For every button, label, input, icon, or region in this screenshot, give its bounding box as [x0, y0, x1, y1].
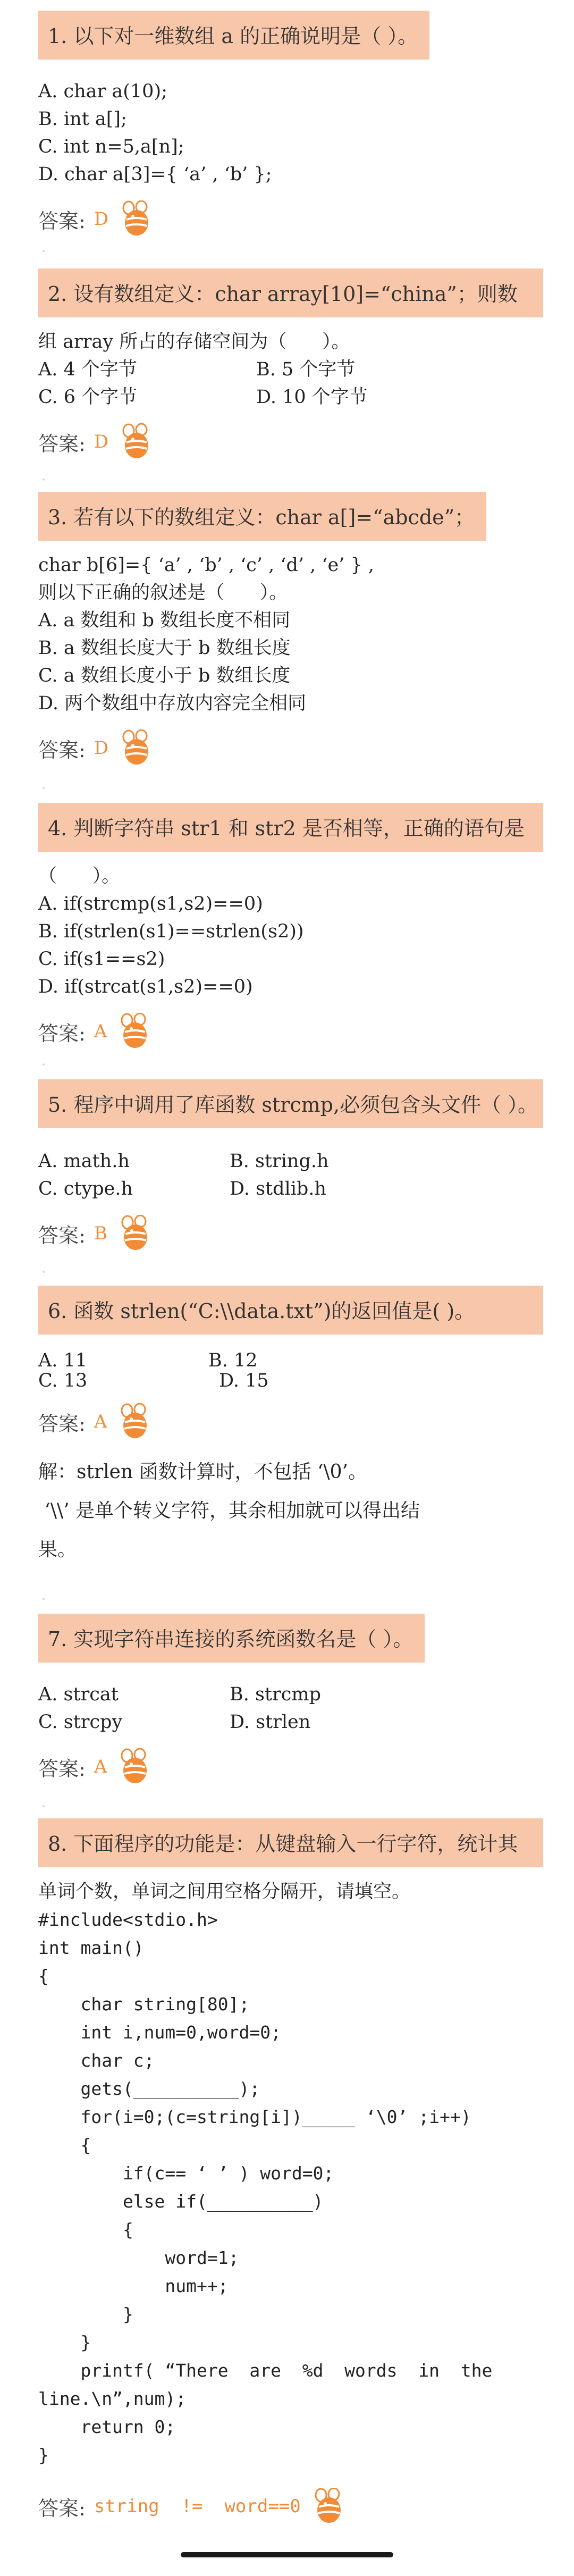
- answer-value: D: [94, 431, 109, 452]
- q4-continuation: （ ）。: [38, 866, 121, 887]
- divider-dot: [43, 1598, 45, 1600]
- q3-option-d: D. 两个数组中存放内容完全相同: [38, 693, 307, 714]
- q2-option-d: D. 10 个字节: [256, 387, 368, 408]
- q5-option-a: A. math.h: [38, 1151, 130, 1172]
- q6-option-c: C. 13: [38, 1370, 88, 1391]
- q3-continuation-2: 则以下正确的叙述是（ ）。: [38, 582, 288, 603]
- code-line: num++;: [38, 2276, 229, 2296]
- q7-option-a: A. strcat: [38, 1684, 119, 1705]
- code-line: {: [38, 2219, 133, 2240]
- q1-answer: [38, 198, 543, 240]
- question-3: [38, 492, 543, 769]
- q3-option-a: A. a 数组和 b 数组长度不相同: [38, 610, 291, 631]
- q7-option-d: D. strlen: [230, 1711, 311, 1733]
- code-line: word=1;: [38, 2247, 239, 2268]
- code-line: {: [38, 2135, 91, 2155]
- code-line: printf( “There are %d words in the: [38, 2360, 493, 2381]
- code-line: gets(__________);: [38, 2078, 260, 2099]
- divider-dot: [43, 250, 45, 252]
- q3-option-c: C. a 数组长度小于 b 数组长度: [38, 665, 291, 686]
- answer-value: string != word==0: [94, 2496, 301, 2517]
- code-line: int i,num=0,word=0;: [38, 2022, 281, 2043]
- home-indicator[interactable]: [181, 2552, 393, 2557]
- q6-explanation-2: ‘\\’ 是单个转义字符，其余相加就可以得出结: [38, 1500, 420, 1522]
- q4-option-a: A. if(strcmp(s1,s2)==0): [38, 893, 263, 914]
- q6-explanation-1: 解：strlen 函数计算时，不包括 ‘\0’。: [38, 1461, 367, 1483]
- q2-continuation: 组 array 所占的存储空间为（ ）。: [38, 331, 350, 353]
- q7-option-b: B. strcmp: [230, 1684, 321, 1705]
- divider-dot: [43, 1805, 45, 1807]
- question-6: [38, 1286, 543, 1568]
- answer-value: A: [94, 1411, 107, 1432]
- q7-option-c: C. strcpy: [38, 1711, 123, 1733]
- answer-value: D: [94, 737, 109, 759]
- question-1-title: 1. 以下对一维数组 a 的正确说明是（ ）。: [38, 11, 429, 60]
- q4-answer: [38, 1010, 543, 1053]
- divider-dot: [43, 1271, 45, 1273]
- question-8: [38, 1818, 543, 2528]
- answer-value: B: [94, 1223, 107, 1244]
- question-4: [38, 803, 543, 1053]
- answer-label: 答案:: [38, 738, 86, 762]
- answer-label: 答案:: [38, 1021, 86, 1045]
- q7-answer: [38, 1746, 543, 1788]
- q6-explanation-3: 果。: [38, 1539, 77, 1560]
- bee-icon: [120, 200, 153, 238]
- code-line: {: [38, 1966, 49, 1986]
- bee-icon: [119, 1215, 152, 1252]
- code-line: int main(): [38, 1937, 144, 1958]
- q8-continuation: 单词个数，单词之间用空格分隔开，请填空。: [38, 1881, 411, 1902]
- q4-option-c: C. if(s1==s2): [38, 949, 165, 970]
- q3-answer: [38, 727, 543, 769]
- question-5: [38, 1079, 543, 1255]
- question-2-title: 2. 设有数组定义：char array[10]=“china”；则数: [38, 268, 543, 317]
- code-line: return 0;: [38, 2416, 176, 2437]
- q5-option-b: B. string.h: [230, 1151, 329, 1172]
- question-7: [38, 1614, 543, 1788]
- q2-answer: [38, 421, 543, 463]
- q2-option-c: C. 6 个字节: [38, 387, 138, 408]
- question-1: [38, 11, 543, 240]
- q6-option-b: B. 12: [208, 1350, 258, 1371]
- q3-continuation-1: char b[6]={ ‘a’ , ‘b’ , ‘c’ , ‘d’ , ‘e’ } ,: [38, 555, 374, 576]
- q1-option-a: A. char a(10);: [38, 81, 167, 102]
- code-line: if(c== ‘ ’ ) word=0;: [38, 2163, 334, 2184]
- answer-value: D: [94, 208, 109, 230]
- q1-option-d: D. char a[3]={ ‘a’ , ‘b’ };: [38, 164, 272, 185]
- q6-option-d: D. 15: [219, 1370, 269, 1391]
- q4-option-b: B. if(strlen(s1)==strlen(s2)): [38, 921, 304, 942]
- bee-icon: [313, 2488, 345, 2525]
- code-line: #include<stdio.h>: [38, 1909, 218, 1930]
- q1-option-c: C. int n=5,a[n];: [38, 136, 184, 157]
- bee-icon: [119, 1748, 151, 1785]
- question-4-title: 4. 判断字符串 str1 和 str2 是否相等，正确的语句是: [38, 803, 543, 852]
- question-8-title: 8. 下面程序的功能是：从键盘输入一行字符，统计其: [38, 1818, 543, 1867]
- code-line: line.\n”,num);: [38, 2388, 187, 2409]
- answer-label: 答案:: [38, 2496, 86, 2520]
- q3-option-b: B. a 数组长度大于 b 数组长度: [38, 637, 291, 659]
- question-2: [38, 268, 543, 463]
- answer-label: 答案:: [38, 1757, 86, 1781]
- code-line: for(i=0;(c=string[i])_____ ‘\0’ ;i++): [38, 2107, 471, 2127]
- bee-icon: [120, 423, 153, 460]
- divider-dot: [43, 787, 45, 789]
- divider-dot: [43, 479, 45, 481]
- bee-icon: [119, 1403, 151, 1440]
- q5-option-d: D. stdlib.h: [230, 1178, 326, 1199]
- answer-value: A: [94, 1021, 107, 1042]
- code-line: char c;: [38, 2050, 155, 2071]
- answer-label: 答案:: [38, 432, 86, 456]
- q1-option-b: B. int a[];: [38, 108, 127, 130]
- q6-answer: [38, 1400, 543, 1443]
- answer-label: 答案:: [38, 1223, 86, 1247]
- divider-dot: [43, 1063, 45, 1065]
- q8-answer: [38, 2485, 543, 2528]
- question-3-title: 3. 若有以下的数组定义：char a[]=“abcde”；: [38, 492, 486, 541]
- code-line: char string[80];: [38, 1994, 250, 2015]
- question-7-title: 7. 实现字符串连接的系统函数名是（ ）。: [38, 1614, 425, 1663]
- code-line: else if(__________): [38, 2191, 324, 2212]
- q2-option-b: B. 5 个字节: [256, 359, 356, 380]
- answer-label: 答案:: [38, 209, 86, 233]
- code-line: }: [38, 2304, 133, 2325]
- answer-value: A: [94, 1756, 107, 1777]
- code-line: }: [38, 2445, 49, 2465]
- code-line: }: [38, 2332, 91, 2353]
- q6-option-a: A. 11: [38, 1350, 88, 1371]
- question-6-title: 6. 函数 strlen(“C:\\data.txt”)的返回值是( )。: [38, 1286, 543, 1335]
- q5-option-c: C. ctype.h: [38, 1178, 133, 1199]
- bee-icon: [119, 1013, 151, 1050]
- q4-option-d: D. if(strcat(s1,s2)==0): [38, 976, 253, 997]
- q2-option-a: A. 4 个字节: [38, 359, 137, 380]
- q5-answer: [38, 1212, 543, 1255]
- bee-icon: [120, 729, 153, 767]
- question-5-title: 5. 程序中调用了库函数 strcmp,必须包含头文件（ ）。: [38, 1079, 543, 1128]
- answer-label: 答案:: [38, 1412, 86, 1436]
